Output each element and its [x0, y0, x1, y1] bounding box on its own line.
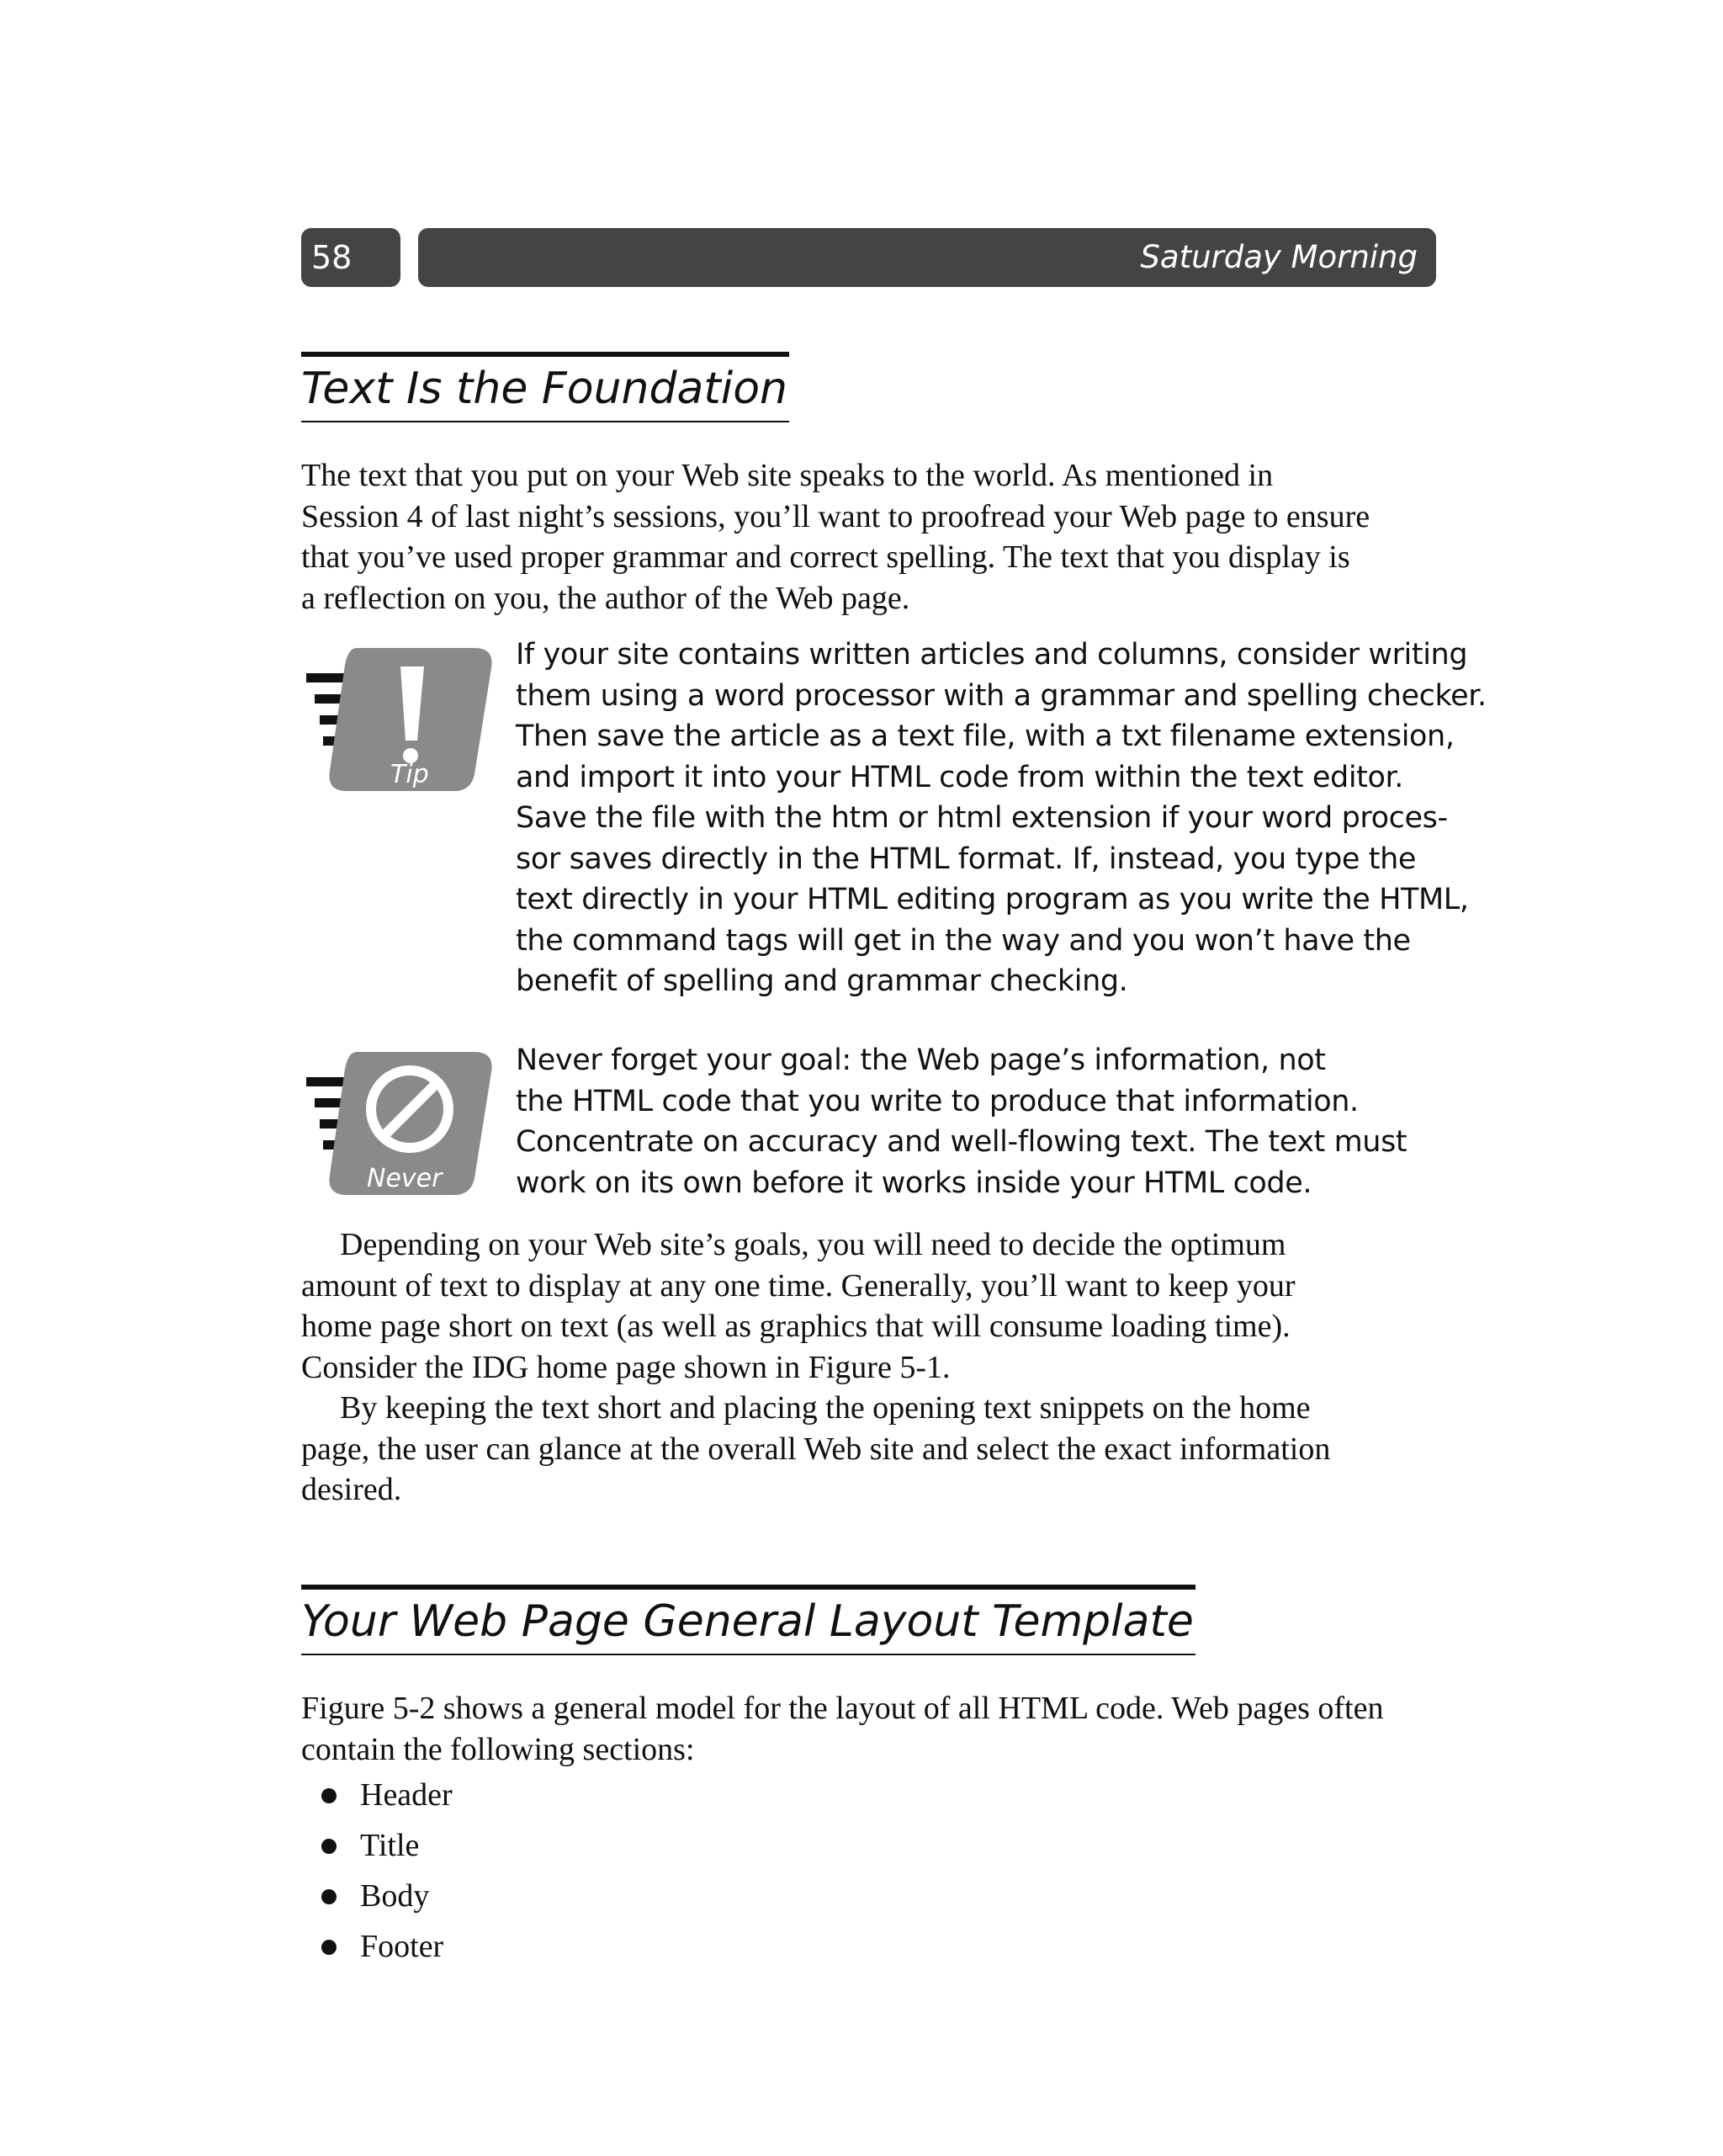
- intro-line: a reflection on you, the author of the Web page.: [301, 580, 910, 616]
- list-item-label: Footer: [360, 1929, 444, 1964]
- section-heading-text-foundation: Text Is the Foundation: [301, 352, 789, 422]
- body-line: Consider the IDG home page shown in Figure 5-1.: [301, 1349, 951, 1385]
- section2-intro-paragraph: [301, 1688, 1441, 1770]
- never-line: Concentrate on accuracy and well-flowing text. The text must: [516, 1125, 1408, 1159]
- running-head: Saturday Morning: [418, 228, 1436, 287]
- never-line: work on its own before it works inside your HTML code.: [516, 1166, 1312, 1200]
- intro-line: that you’ve used proper grammar and correct spelling. The text that you display is: [301, 539, 1350, 575]
- intro-paragraph: [301, 455, 1441, 619]
- tip-line: text directly in your HTML editing program as you write the HTML,: [516, 883, 1469, 916]
- bullet-icon: [321, 1940, 337, 1955]
- tip-note: [516, 635, 1487, 1002]
- tip-line: Then save the article as a text file, with a txt filename extension,: [516, 720, 1455, 753]
- list-item: [320, 1770, 453, 1820]
- list-item-label: Title: [360, 1828, 420, 1863]
- list-item: [320, 1921, 453, 1972]
- tip-line: If your site contains written articles and columns, consider writing: [516, 638, 1468, 672]
- list-item-label: Header: [360, 1777, 453, 1813]
- tip-line: sor saves directly in the HTML format. If, instead, you type the: [516, 842, 1417, 876]
- list-item: [320, 1871, 453, 1921]
- never-line: Never forget your goal: the Web page’s information, not: [516, 1043, 1326, 1077]
- page-number: 58: [301, 228, 400, 287]
- tip-line: Save the file with the htm or html extension if your word proces-: [516, 801, 1448, 835]
- body-line: desired.: [301, 1472, 402, 1507]
- never-line: the HTML code that you write to produce that information.: [516, 1084, 1359, 1118]
- body-paragraph: [301, 1224, 1441, 1388]
- tip-line: the command tags will get in the way and you won’t have the: [516, 923, 1411, 958]
- section-heading-layout-template: Your Web Page General Layout Template: [301, 1585, 1195, 1655]
- tip-line: and import it into your HTML code from within the text editor.: [516, 760, 1404, 794]
- intro-line: Figure 5-2 shows a general model for the layout of all HTML code. Web pages often: [301, 1691, 1384, 1726]
- body-line: amount of text to display at any one time. Generally, you’ll want to keep your: [301, 1267, 1296, 1304]
- tip-line: benefit of spelling and grammar checking.: [516, 964, 1128, 998]
- list-item: [320, 1820, 453, 1871]
- never-icon-label: Never: [367, 1164, 443, 1193]
- intro-line: contain the following sections:: [301, 1731, 695, 1767]
- body-line: Depending on your Web site’s goals, you will need to decide the optimum: [340, 1227, 1286, 1262]
- bullet-icon: [321, 1839, 337, 1854]
- intro-line: Session 4 of last night’s sessions, you’ll want to proofread your Web page to ensure: [301, 498, 1370, 534]
- tip-line: them using a word processor with a grammar and spelling checker.: [516, 678, 1487, 713]
- body-line: home page short on text (as well as graphics that will consume loading time).: [301, 1309, 1291, 1344]
- intro-line: The text that you put on your Web site speaks to the world. As mentioned in: [301, 458, 1274, 493]
- body-paragraph: [301, 1388, 1441, 1511]
- body-line: page, the user can glance at the overall Web site and select the exact information: [301, 1431, 1331, 1467]
- tip-icon-label: Tip: [390, 760, 429, 789]
- body-line: By keeping the text short and placing the opening text snippets on the home: [340, 1390, 1311, 1426]
- never-note: [516, 1040, 1407, 1203]
- tip-icon: [306, 648, 500, 800]
- bullet-icon: [321, 1889, 337, 1904]
- bullet-icon: [321, 1788, 337, 1803]
- sections-list: [320, 1770, 453, 1972]
- never-icon: [306, 1052, 500, 1204]
- list-item-label: Body: [360, 1878, 430, 1914]
